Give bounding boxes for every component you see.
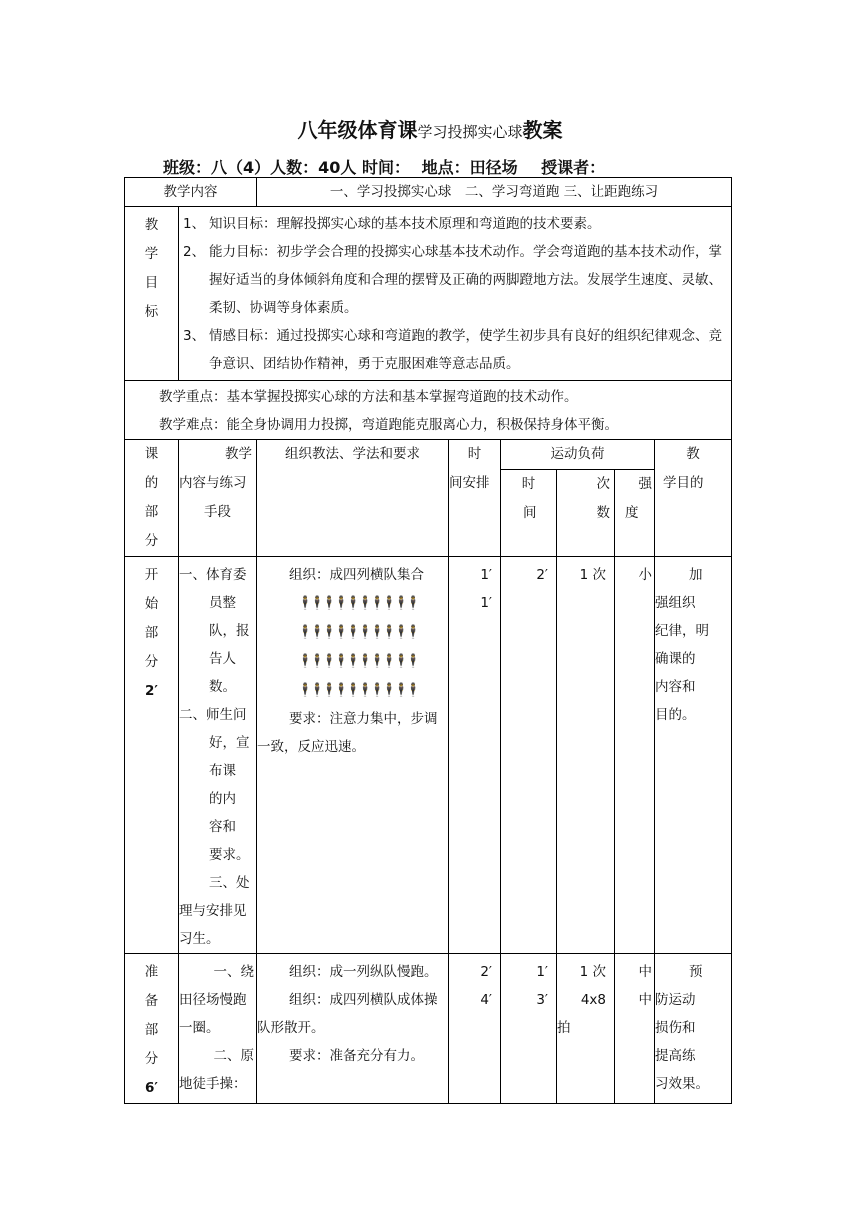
formation-row: 🕴🕴🕴🕴🕴🕴🕴🕴🕴🕴 <box>297 625 422 640</box>
section-prep-time: 2′ 4′ <box>449 954 501 1104</box>
content-label: 教学内容 <box>125 178 257 207</box>
goal-list <box>179 207 732 381</box>
header-method: 组织教法、学法和要求 <box>257 440 449 557</box>
header-load-time: 时 间 <box>501 470 557 557</box>
header-load: 运动负荷 <box>501 440 655 470</box>
goal-item: 1、 知识目标：理解投掷实心球的基本技术原理和弯道跑的技术要素。 <box>183 216 601 232</box>
difficult-point: 教学难点：能全身协调用力投掷，弯道跑能克服离心力，积极保持身体平衡。 <box>159 417 618 433</box>
formation-row: 🕴🕴🕴🕴🕴🕴🕴🕴🕴🕴 <box>297 654 422 669</box>
header-purpose: 教 学目的 <box>655 440 732 557</box>
section-start-content: 一、体育委 员整 队，报 告人 数。 二、师生问 好，宣 布课 的内 容和 要求。 三、处 理与安排见 习生。 <box>179 557 257 954</box>
key-point: 教学重点：基本掌握投掷实心球的方法和基本掌握弯道跑的技术动作。 <box>159 389 578 405</box>
key-points <box>125 381 732 440</box>
class-info: 班级：八（4）人数：40人 时间： 地点：田径场 授课者： <box>163 158 606 177</box>
section-start-load-intensity: 小 <box>615 557 655 954</box>
goal-item: 2、 能力目标：初步学会合理的投掷实心球基本技术动作。学会弯道跑的基本技术动作，掌握好适当的身体倾斜角度和合理的摆臂及正确的两脚蹬地方法。发展学生速度、灵敏、柔韧、协调等身体素质。 <box>183 244 722 316</box>
formation-diagram <box>257 589 448 705</box>
section-prep-load-time: 1′ 3′ <box>501 954 557 1104</box>
section-prep-method: 组织：成一列纵队慢跑。 组织：成四列横队成体操 队形散开。 要求：准备充分有力。 <box>257 954 449 1104</box>
section-start-time: 1′ 1′ <box>449 557 501 954</box>
section-start-load-time: 2′ <box>501 557 557 954</box>
goal-item: 3、 情感目标：通过投掷实心球和弯道跑的教学，使学生初步具有良好的组织纪律观念、竞争意识、团结协作精神，勇于克服困难等意志品质。 <box>183 328 722 372</box>
section-start-method: 组织：成四列横队集合 🕴🕴🕴🕴🕴🕴🕴🕴🕴🕴 🕴🕴🕴🕴🕴🕴🕴🕴🕴🕴 🕴🕴🕴🕴🕴🕴🕴🕴🕴🕴 🕴🕴🕴🕴🕴🕴🕴🕴🕴🕴 要求：注意力集中，步调 一致，反应迅速。 <box>257 557 449 954</box>
section-prep-part: 准 备 部 分 6′ <box>125 954 179 1104</box>
goal-label: 教 学 目 标 <box>125 207 179 381</box>
formation-row: 🕴🕴🕴🕴🕴🕴🕴🕴🕴🕴 <box>297 596 422 611</box>
page-title: 八年级体育课学习投掷实心球教案 <box>297 118 563 142</box>
content-value: 一、学习投掷实心球 二、学习弯道跑 三、让距跑练习 <box>257 178 732 207</box>
header-content: 教学 内容与练习 手段 <box>179 440 257 557</box>
section-prep-content: 一、绕 田径场慢跑 一圈。 二、原 地徒手操： <box>179 954 257 1104</box>
header-part: 课 的 部 分 <box>125 440 179 557</box>
header-time-arrange: 时 间安排 <box>449 440 501 557</box>
lesson-plan-table <box>124 177 732 1104</box>
section-prep-purpose: 预 防运动 损伤和 提高练 习效果。 <box>655 954 732 1104</box>
section-prep-load-count: 1 次 4x8 拍 <box>557 954 615 1104</box>
section-prep-load-intensity: 中 中 <box>615 954 655 1104</box>
formation-row: 🕴🕴🕴🕴🕴🕴🕴🕴🕴🕴 <box>297 683 422 698</box>
section-start-purpose: 加 强组织 纪律，明 确课的 内容和 目的。 <box>655 557 732 954</box>
header-load-count: 次 数 <box>557 470 615 557</box>
section-start-load-count: 1 次 <box>557 557 615 954</box>
header-load-intensity: 强 度 <box>615 470 655 557</box>
section-start-part: 开 始 部 分 2′ <box>125 557 179 954</box>
